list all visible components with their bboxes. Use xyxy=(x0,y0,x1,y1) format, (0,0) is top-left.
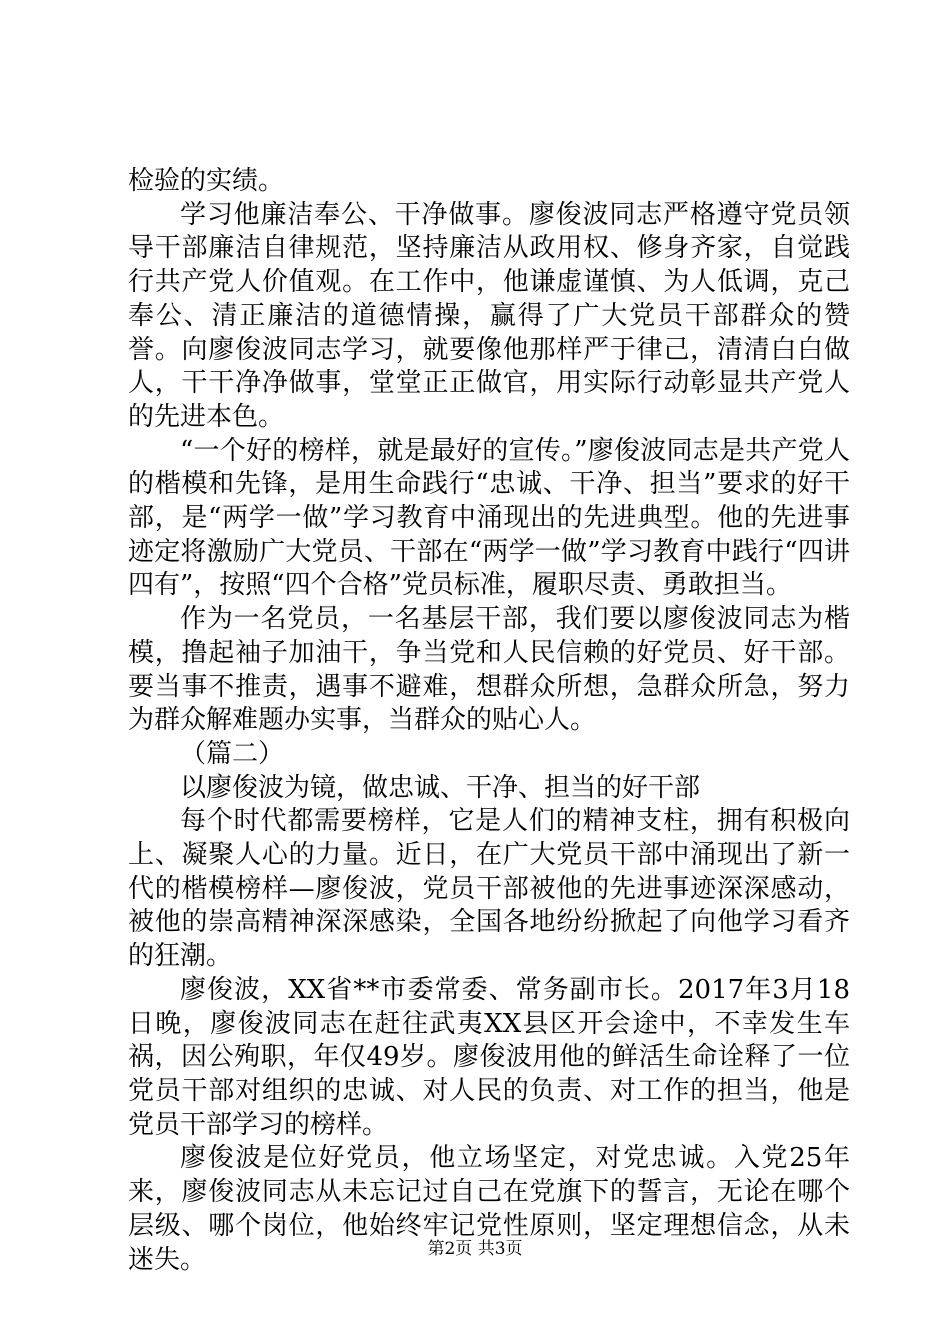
paragraph-1: 检验的实绩。 xyxy=(128,166,285,196)
page-footer: 第2页 共3页 xyxy=(427,1239,523,1259)
paragraph-5: 每个时代都需要榜样，它是人们的精神支柱，拥有积极向上、凝聚人心的力量。近日，在广大党员干部中涌现出了新一代的楷模榜样—廖俊波，党员干部被他的先进事迹深深感动，被他的崇高精神深深感染，全国各地纷纷掀起了向他学习看齐的狂潮。 xyxy=(128,806,850,972)
section-title: 以廖俊波为镜，做忠诚、干净、担当的好干部 xyxy=(180,772,701,803)
paragraph-7: 廖俊波是位好党员，他立场坚定，对党忠诚。入党25年来，廖俊波同志从未忘记过自己在党旗下的誓言，无论在哪个层级、哪个岗位，他始终牢记党性原则，坚定理想信念，从未迷失。 xyxy=(128,1143,850,1275)
paragraph-2: 学习他廉洁奉公、干净做事。廖俊波同志严格遵守党员领导干部廉洁自律规范，坚持廉洁从政用权、修身齐家，自觉践行共产党人价值观。在工作中，他谦虚谨慎、为人低调，克己奉公、清正廉洁的道德情操，赢得了广大党员干部群众的赞誉。向廖俊波同志学习，就要像他那样严于律己，清清白白做人，干干净净做事，堂堂正正做官，用实际行动彰显共产党人的先进本色。 xyxy=(128,199,850,432)
section-marker: （篇二） xyxy=(180,738,285,769)
document-body xyxy=(128,165,850,1277)
paragraph-6: 廖俊波，XX省**市委常委、常务副市长。2017年3月18日晚，廖俊波同志在赶往武夷XX县区开会途中，不幸发生车祸，因公殉职，年仅49岁。廖俊波用他的鲜活生命诠释了一位党员干部对组织的忠诚、对人民的负责、对工作的担当，他是党员干部学习的榜样。 xyxy=(128,974,850,1140)
paragraph-3: “一个好的榜样，就是最好的宣传。”廖俊波同志是共产党人的楷模和先锋，是用生命践行“忠诚、干净、担当”要求的好干部，是“两学一做”学习教育中涌现出的先进典型。他的先进事迹定将激励广大党员、干部在“两学一做”学习教育中践行“四讲四有”，按照“四个合格”党员标准，履职尽责、勇敢担当。 xyxy=(128,435,850,601)
paragraph-4: 作为一名党员，一名基层干部，我们要以廖俊波同志为楷模，撸起袖子加油干，争当党和人民信赖的好党员、好干部。要当事不推责，遇事不避难，想群众所想，急群众所急，努力为群众解难题办实事，当群众的贴心人。 xyxy=(128,604,850,736)
